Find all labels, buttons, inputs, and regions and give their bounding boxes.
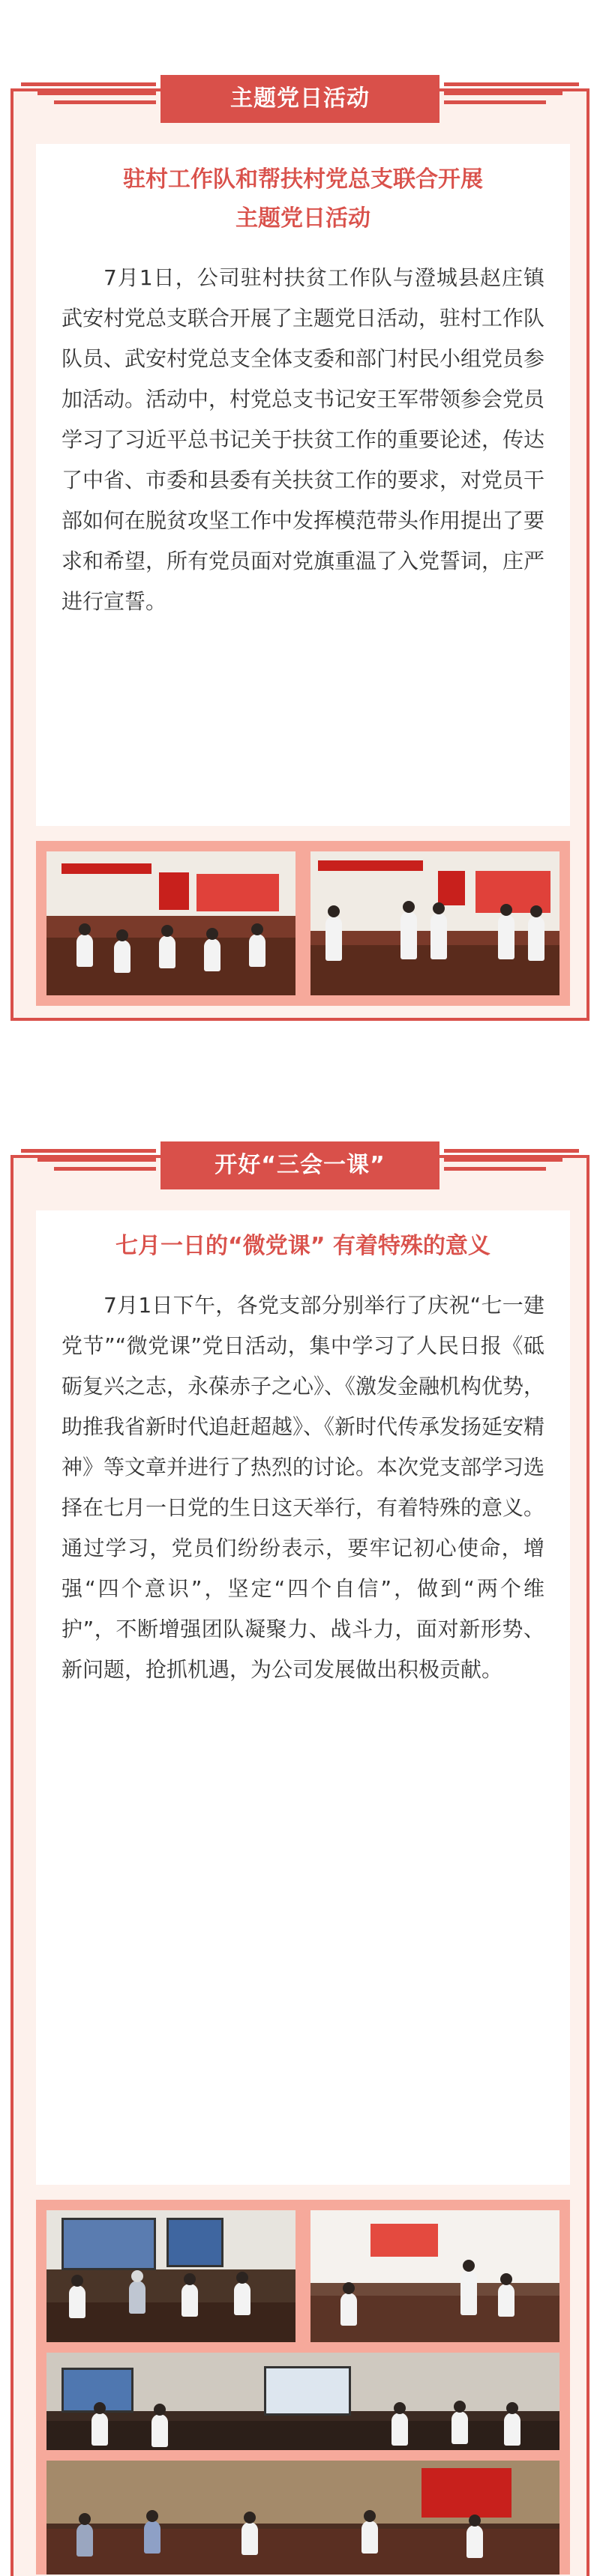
section-card-three-meetings — [10, 1155, 590, 2576]
meeting-photo — [46, 851, 296, 995]
section-header-title: 开好“三会一课” — [160, 1141, 440, 1189]
decorative-lines — [444, 82, 579, 109]
article-body: 7月1日，公司驻村扶贫工作队与澄城县赵庄镇武安村党总支联合开展了主题党日活动，驻村工作队队员、武安村党总支全体支委和部门村民小组党员参加活动。活动中，村党总支书记安王军带领参会党员学习了习近平总书记关于扶贫工作的重要论述，传达了中省、市委和县委有关扶贫工作的要求，对党员干部如何在脱贫攻坚工作中发挥模范带头作用提出了要求和希望，所有党员面对党旗重温了入党誓词，庄严进行宣誓。 — [62, 265, 545, 614]
section-header — [10, 1144, 590, 1192]
study-photo-1 — [46, 2210, 296, 2342]
decorative-lines — [21, 82, 156, 109]
article-title-line1: 驻村工作队和帮扶村党总支联合开展 — [123, 166, 483, 193]
oath-photo — [310, 851, 560, 995]
study-photo-4 — [46, 2461, 560, 2575]
section-header-title: 主题党日活动 — [160, 75, 440, 123]
section-header — [10, 78, 590, 126]
photo-strip — [36, 841, 570, 1006]
study-photo-3 — [46, 2353, 560, 2450]
article-body: 7月1日下午，各党支部分别举行了庆祝“七一建党节”“微党课”党日活动，集中学习了人民日报《砥砺复兴之志，永葆赤子之心》、《激发金融机构优势，助推我省新时代追赶超越》、《新时代传承发扬延安精神》等文章并进行了热烈的讨论。本次党支部学习选择在七月一日党的生日这天举行，有着特殊的意义。通过学习，党员们纷纷表示，要牢记初心使命，增强“四个意识”，坚定“四个自信”，做到“两个维护”，不断增强团队凝聚力、战斗力，面对新形势、新问题，抢抓机遇，为公司发展做出积极贡献。 — [62, 1293, 545, 1682]
decorative-lines — [444, 1149, 579, 1176]
article-panel — [36, 144, 570, 826]
article-title: 七月一日的“微党课” 有着特殊的意义 — [116, 1233, 490, 1259]
article-title-line2: 主题党日活动 — [236, 205, 370, 232]
article-title — [36, 160, 570, 238]
photo-grid — [36, 2200, 570, 2575]
article-panel — [36, 1210, 570, 2185]
decorative-lines — [21, 1149, 156, 1176]
section-card-theme-party-day — [10, 88, 590, 1021]
study-photo-2 — [310, 2210, 560, 2342]
